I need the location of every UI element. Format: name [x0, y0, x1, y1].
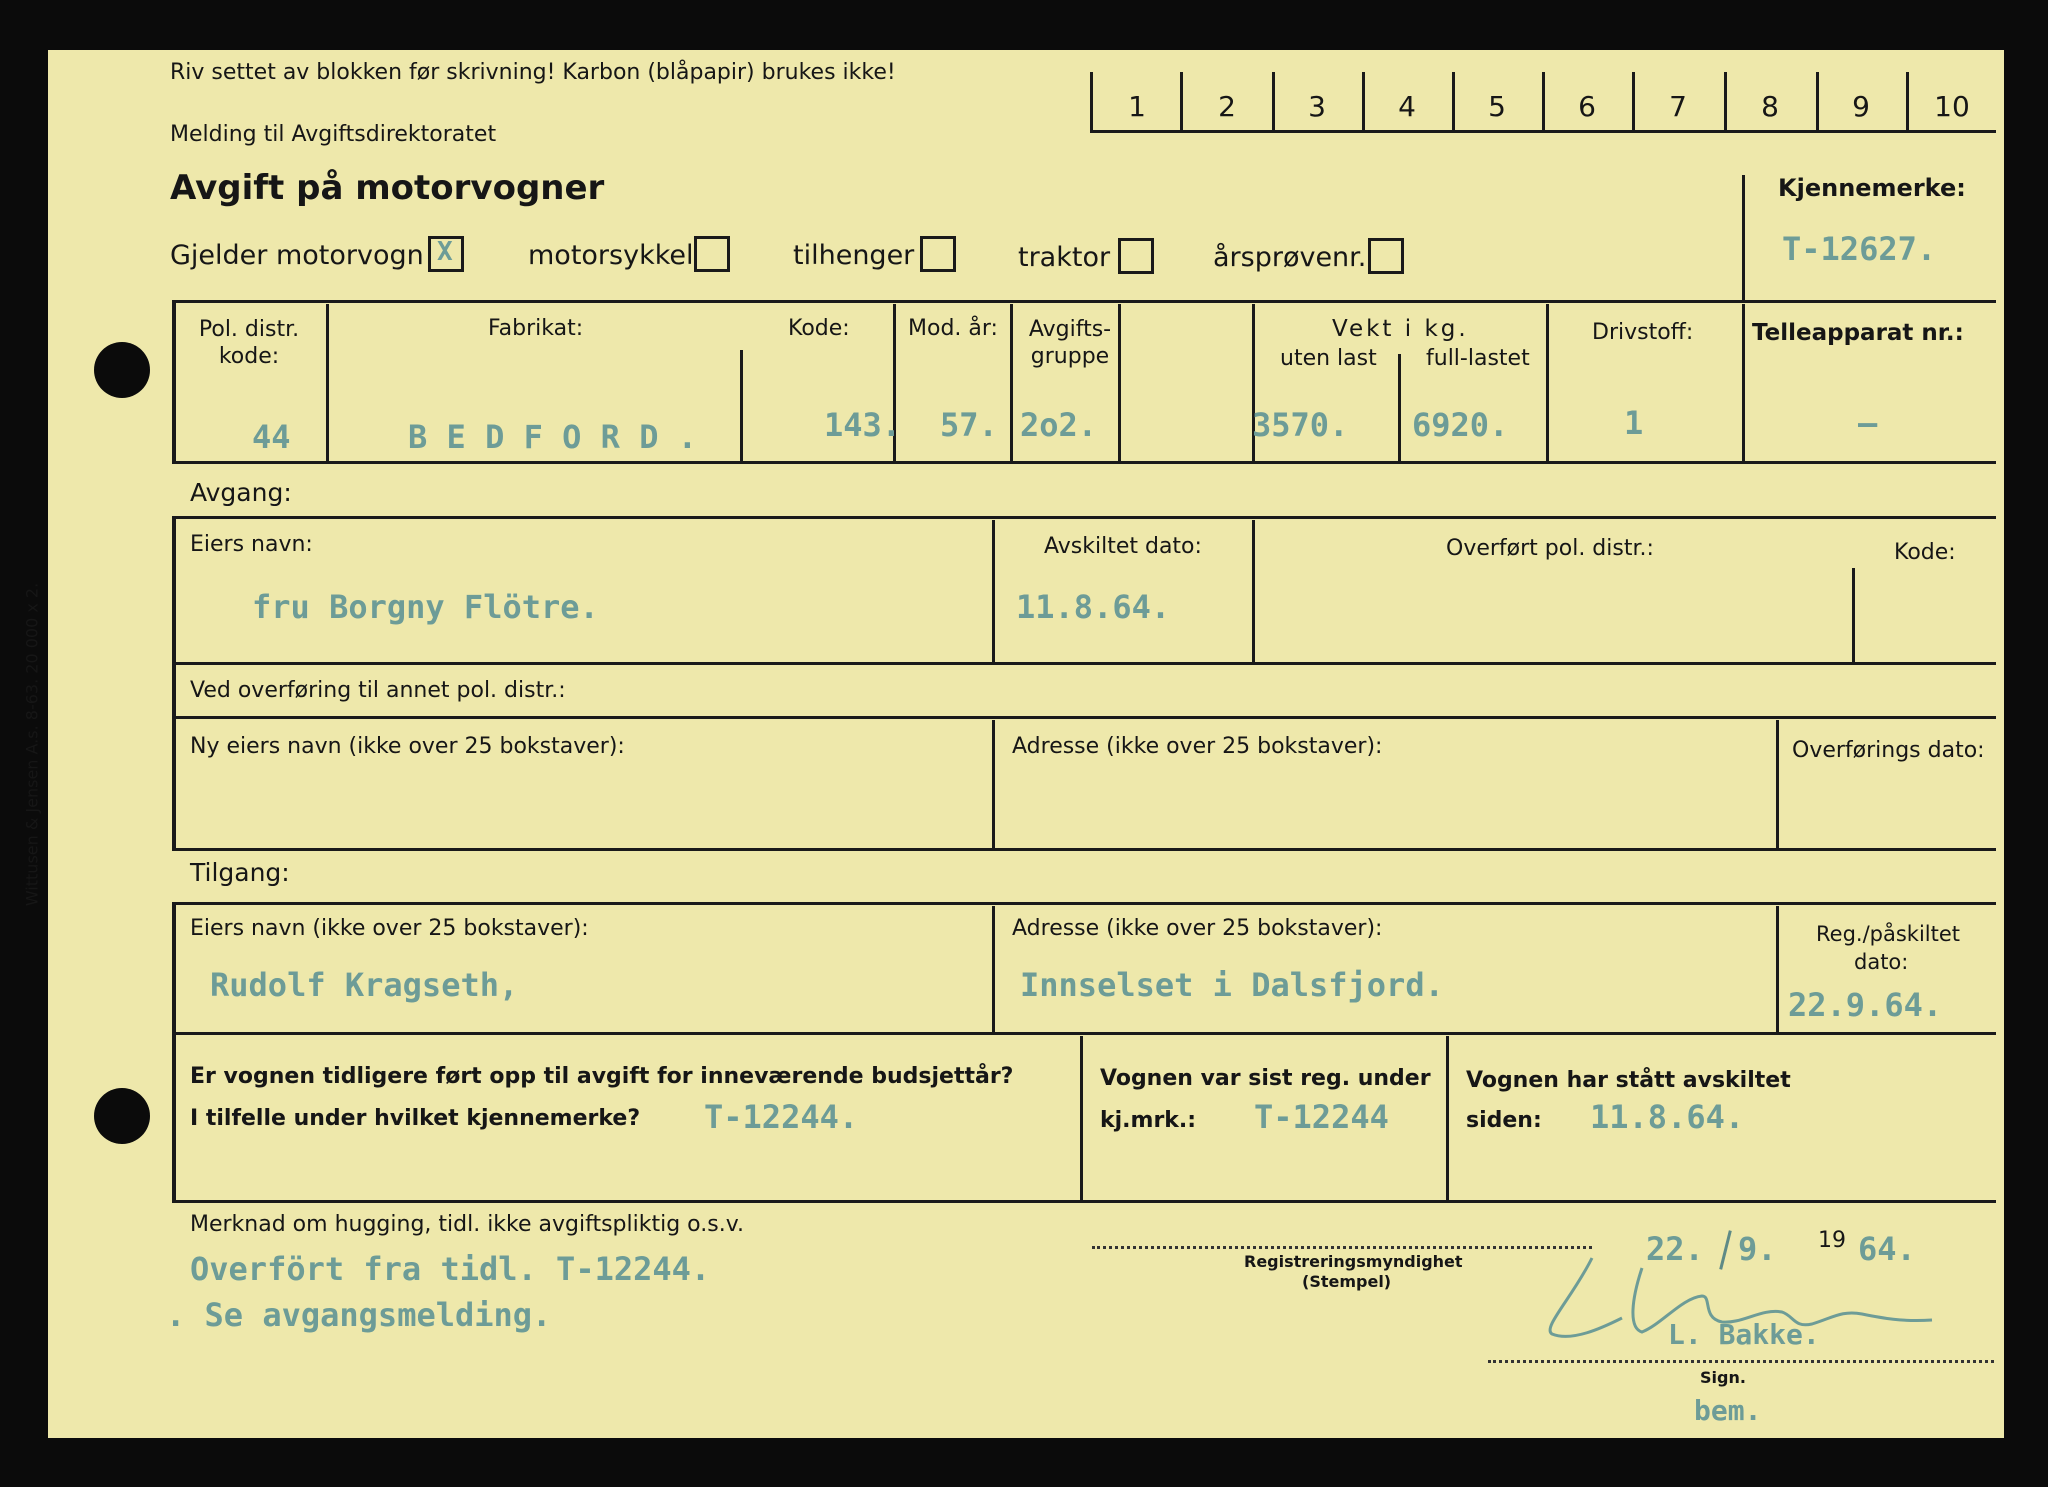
column-number: 10: [1934, 90, 1970, 123]
overforing-address-label: Adresse (ikke over 25 bokstaver):: [1012, 734, 1383, 759]
avgiftsgruppe-value: 2o2.: [1020, 406, 1098, 444]
avgang-owner-label: Eiers navn:: [190, 532, 313, 557]
kode-value: 143.: [824, 406, 902, 444]
date-century: 19: [1818, 1228, 1846, 1253]
history-previous-plate: T-12244.: [704, 1098, 859, 1136]
drivstoff-header: Drivstoff:: [1592, 320, 1694, 345]
new-owner-label: Ny eiers navn (ikke over 25 bokstaver):: [190, 734, 625, 759]
pol-distr-header: Pol. distr. kode:: [198, 317, 300, 369]
remarks-line-2: . Se avgangsmelding.: [166, 1296, 552, 1334]
history-question-2: Vognen var sist reg. under: [1100, 1066, 1431, 1091]
column-number: 1: [1128, 90, 1146, 123]
addressee-text: Melding til Avgiftsdirektoratet: [170, 122, 497, 147]
date-day: 22.: [1646, 1230, 1704, 1268]
full-lastet-value: 6920.: [1412, 406, 1509, 444]
registration-label: Kjennemerke:: [1778, 174, 1966, 202]
registration-value: T-12627.: [1782, 230, 1937, 268]
history-avskiltet-since: 11.8.64.: [1590, 1098, 1745, 1136]
history-question-3b: siden:: [1466, 1108, 1542, 1133]
reg-date-label-1: Reg./påskiltet: [1816, 922, 1961, 946]
vekt-header: Vekt i kg.: [1332, 316, 1469, 342]
option-label-traktor: traktor: [1018, 242, 1111, 273]
column-number: 5: [1488, 90, 1506, 123]
history-question-2b: kj.mrk.:: [1100, 1108, 1197, 1133]
option-label-tilhenger: tilhenger: [793, 240, 915, 271]
telleapparat-value: —: [1858, 404, 1878, 442]
avgang-label: Avgang:: [190, 478, 292, 507]
stamp-label: (Stempel): [1302, 1272, 1392, 1291]
history-question-1: Er vognen tidligere ført opp til avgift for inneværende budsjettår?: [190, 1064, 1014, 1089]
pol-distr-value: 44: [252, 418, 291, 456]
stamp-line: [1092, 1246, 1592, 1249]
history-last-plate: T-12244: [1254, 1098, 1389, 1136]
option-label-motorsykkel: motorsykkel: [528, 240, 694, 271]
checkbox-motorsykkel[interactable]: [694, 236, 730, 272]
uten-last-header: uten last: [1280, 346, 1377, 371]
checkbox-traktor[interactable]: [1118, 238, 1154, 274]
option-label-arsprovenr: årsprøvenr.: [1213, 242, 1367, 273]
form-card: [22, 50, 2004, 1438]
reg-date-value: 22.9.64.: [1788, 986, 1943, 1024]
avskiltet-dato-label: Avskiltet dato:: [1044, 534, 1202, 559]
avgiftsgruppe-header: Avgifts-gruppe: [1028, 317, 1112, 369]
column-number: 3: [1308, 90, 1326, 123]
tilgang-owner-value: Rudolf Kragseth,: [210, 966, 519, 1004]
avgang-owner-value: fru Borgny Flötre.: [252, 588, 599, 626]
tilgang-label: Tilgang:: [190, 858, 290, 887]
punch-hole: [94, 1088, 150, 1144]
avgang-kode-label: Kode:: [1894, 540, 1956, 565]
authority-label: Registreringsmyndighet: [1244, 1252, 1463, 1271]
full-lastet-header: full-lastet: [1426, 346, 1530, 371]
history-question-1b: I tilfelle under hvilket kjennemerke?: [190, 1106, 641, 1131]
form-title: Avgift på motorvogner: [170, 168, 605, 208]
punch-hole: [94, 342, 150, 398]
column-number: 4: [1398, 90, 1416, 123]
mod-ar-header: Mod. år:: [908, 316, 998, 341]
tilgang-address-value: Innselset i Dalsfjord.: [1020, 966, 1444, 1004]
kode-header: Kode:: [788, 316, 850, 341]
sign-label: Sign.: [1700, 1368, 1746, 1387]
date-year: 64.: [1858, 1230, 1916, 1268]
remarks-line-1: Overfört fra tidl. T-12244.: [190, 1250, 711, 1288]
signature-line: [1488, 1360, 1994, 1363]
overfort-pol-distr-label: Overført pol. distr.:: [1446, 536, 1654, 561]
checkbox-arsprovenr[interactable]: [1368, 238, 1404, 274]
column-number: 9: [1852, 90, 1870, 123]
column-number: 2: [1218, 90, 1236, 123]
overforing-date-label: Overførings dato:: [1792, 738, 1985, 763]
telleapparat-header: Telleapparat nr.:: [1752, 320, 1964, 346]
column-number: 8: [1761, 90, 1779, 123]
signer-name: L. Bakke.: [1668, 1318, 1820, 1351]
printer-note: Wittusen & Jensen A.s. 8-63. 20 000 x 2.: [22, 582, 42, 907]
fabrikat-value: B E D F O R D .: [408, 418, 697, 456]
fabrikat-header: Fabrikat:: [488, 316, 584, 341]
checkbox-motorvogn[interactable]: X: [428, 236, 464, 272]
uten-last-value: 3570.: [1252, 406, 1349, 444]
tilgang-owner-label: Eiers navn (ikke over 25 bokstaver):: [190, 916, 589, 941]
instruction-text: Riv settet av blokken før skrivning! Karbon (blåpapir) brukes ikke!: [170, 60, 896, 85]
checkbox-tilhenger[interactable]: [920, 236, 956, 272]
tilgang-address-label: Adresse (ikke over 25 bokstaver):: [1012, 916, 1383, 941]
mod-ar-value: 57.: [940, 406, 998, 444]
bem-text: bem.: [1694, 1394, 1762, 1427]
date-month: 9.: [1738, 1230, 1777, 1268]
drivstoff-value: 1: [1624, 404, 1644, 442]
reg-date-label-2: dato:: [1854, 950, 1909, 974]
avskiltet-dato-value: 11.8.64.: [1016, 588, 1171, 626]
overforing-section-label: Ved overføring til annet pol. distr.:: [190, 678, 566, 703]
vehicle-type-label: Gjelder motorvogn: [170, 240, 424, 271]
column-number: 7: [1669, 90, 1687, 123]
column-number: 6: [1578, 90, 1596, 123]
history-question-3: Vognen har stått avskiltet: [1466, 1068, 1791, 1093]
remarks-label: Merknad om hugging, tidl. ikke avgiftspliktig o.s.v.: [190, 1212, 745, 1237]
